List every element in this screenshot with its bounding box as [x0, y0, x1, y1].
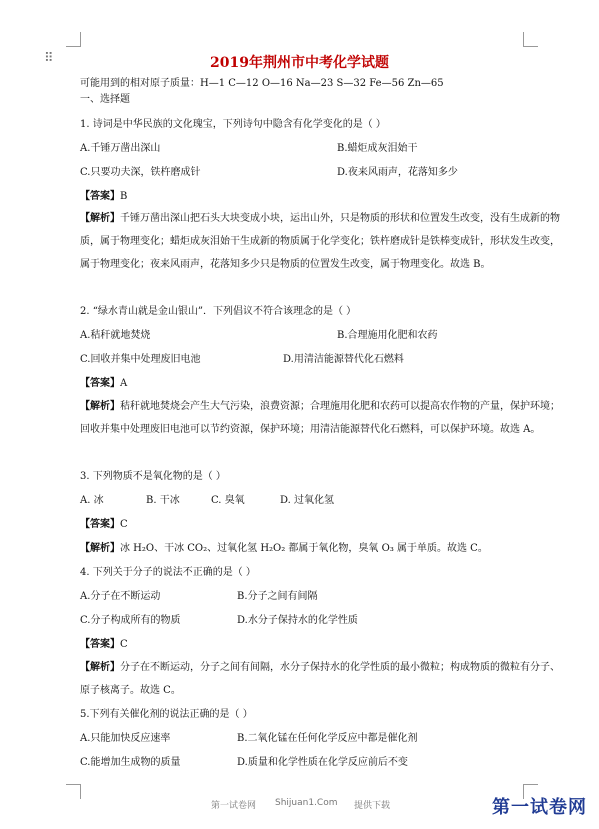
- q1-options-row-2: [80, 166, 458, 180]
- atomic-mass-line: 可能用到的相对原子质量：H—1 C—12 O—16 Na—23 S—32 Fe—56 Zn—65: [80, 78, 444, 89]
- q2-analysis: [80, 395, 560, 441]
- q2-option-c: C.回收并集中处理废旧电池: [80, 354, 201, 365]
- question-1-stem: 1. 诗词是中华民族的文化瑰宝，下列诗句中隐含有化学变化的是（ ）: [80, 119, 386, 130]
- q3-option-d: D. 过氧化氢: [280, 495, 335, 506]
- section-heading: 一、选择题: [80, 94, 130, 105]
- footer-site-name: 第一试卷网: [211, 801, 257, 811]
- drag-handle-icon[interactable]: ⠿: [44, 51, 53, 66]
- q4-option-c: C.分子构成所有的物质: [80, 615, 181, 626]
- q5-options-row-2: [80, 756, 408, 770]
- q1-option-c: C.只要功夫深，铁杵磨成针: [80, 167, 201, 178]
- q4-analysis-label: 【解析】: [80, 662, 120, 673]
- q2-answer-value: A: [120, 378, 128, 389]
- q1-option-d: D.夜来风雨声，花落知多少: [337, 167, 458, 178]
- q3-analysis-label: 【解析】: [80, 543, 120, 554]
- q4-options-row-1: [80, 590, 318, 604]
- q4-answer: [80, 638, 128, 652]
- q2-options-row-1: [80, 329, 438, 343]
- document-title: 2019年荆州市中考化学试题: [210, 55, 389, 71]
- q4-option-d: D.水分子保持水的化学性质: [237, 615, 358, 626]
- brand-logo-text: 第一试卷网: [492, 797, 587, 818]
- q2-answer: [80, 377, 127, 391]
- corner-mark-bottom-left: [66, 784, 81, 799]
- footer-site-url[interactable]: Shijuan1.Com: [275, 798, 338, 808]
- q3-option-c: C. 臭氧: [211, 495, 245, 506]
- q1-analysis-text: 千锤万凿出深山把石头大块变成小块，运出山外，只是物质的形状和位置发生改变，没有生成新的物质，属于物理变化；蜡炬成灰泪始干生成新的物质属于化学变化；铁杵磨成针是铁棒变成针，形状发生改变，属于物理变化；夜来风雨声，花落知多少只是物质的位置发生改变，属于物理变化。故选 B。: [80, 213, 560, 270]
- q4-options-row-2: [80, 614, 358, 628]
- q1-option-a: A.千锤万凿出深山: [80, 143, 161, 154]
- q3-analysis-text: 冰 H₂O、干冰 CO₂、过氧化氢 H₂O₂ 都属于氧化物，臭氧 O₃ 属于单质。故选 C。: [120, 543, 488, 554]
- q3-answer-label: 【答案】: [80, 519, 120, 530]
- q3-option-b: B. 干冰: [146, 495, 180, 506]
- q3-options-row: [80, 494, 335, 508]
- q5-option-d: D.质量和化学性质在化学反应前后不变: [237, 757, 408, 768]
- q2-options-row-2: [80, 353, 404, 367]
- q4-analysis: [80, 656, 560, 702]
- q2-answer-label: 【答案】: [80, 378, 120, 389]
- q4-option-b: B.分子之间有间隔: [237, 591, 318, 602]
- q1-option-b: B.蜡炬成灰泪始干: [337, 143, 418, 154]
- q5-options-row-1: [80, 732, 418, 746]
- question-5-stem: 5.下列有关催化剂的说法正确的是（ ）: [80, 709, 253, 720]
- q2-option-b: B.合理施用化肥和农药: [337, 330, 438, 341]
- question-3-stem: 3. 下列物质不是氧化物的是（ ）: [80, 471, 226, 482]
- corner-mark-top-right: [523, 32, 538, 47]
- q3-analysis: [80, 542, 488, 556]
- q2-analysis-label: 【解析】: [80, 401, 120, 412]
- q3-option-a: A. 冰: [80, 495, 104, 506]
- q5-option-a: A.只能加快反应速率: [80, 733, 171, 744]
- q4-answer-value: C: [120, 639, 128, 650]
- q2-option-a: A.秸秆就地焚烧: [80, 330, 151, 341]
- corner-mark-top-left: [66, 32, 81, 47]
- q4-option-a: A.分子在不断运动: [80, 591, 161, 602]
- question-4-stem: 4. 下列关于分子的说法不正确的是（ ）: [80, 567, 256, 578]
- q1-answer-label: 【答案】: [80, 191, 120, 202]
- q5-option-c: C.能增加生成物的质量: [80, 757, 181, 768]
- q1-analysis-label: 【解析】: [80, 213, 120, 224]
- q4-answer-label: 【答案】: [80, 639, 120, 650]
- question-2-stem: 2. “绿水青山就是金山银山”．下列倡议不符合该理念的是（ ）: [80, 306, 357, 317]
- q5-option-b: B.二氧化锰在任何化学反应中都是催化剂: [237, 733, 418, 744]
- q2-option-d: D.用清洁能源替代化石燃料: [283, 354, 404, 365]
- footer-download-text: 提供下载: [354, 801, 391, 811]
- q1-analysis: [80, 207, 560, 276]
- q1-answer: [80, 190, 127, 204]
- q1-options-row-1: [80, 142, 418, 156]
- q4-analysis-text: 分子在不断运动，分子之间有间隔，水分子保持水的化学性质的最小微粒；构成物质的微粒有分子、原子核离子。故选 C。: [80, 662, 560, 696]
- q3-answer: [80, 518, 128, 532]
- q3-answer-value: C: [120, 519, 128, 530]
- q2-analysis-text: 秸秆就地焚烧会产生大气污染，浪费资源；合理施用化肥和农药可以提高农作物的产量，保护环境；回收并集中处理废旧电池可以节约资源，保护环境；用清洁能源替代化石燃料，可以保护环境。故选 A。: [80, 401, 560, 435]
- q1-answer-value: B: [120, 191, 128, 202]
